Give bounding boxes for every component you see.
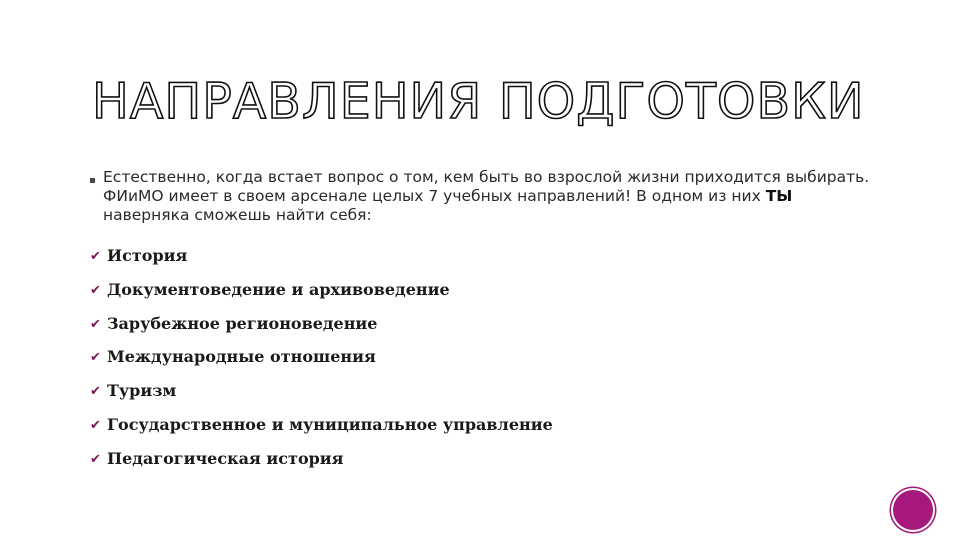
check-icon: ✔ — [90, 282, 101, 298]
intro-text-part1: Естественно, когда встает вопрос о том, кем быть во взрослой жизни приходится выбирать. ФИиМО имеет в своем арсенале целых 7 учебных направлений! В одном из них — [103, 168, 870, 205]
page-number-badge — [893, 490, 933, 530]
list-item — [90, 279, 553, 313]
check-icon: ✔ — [90, 451, 101, 467]
check-icon: ✔ — [90, 417, 101, 433]
slide-title: НАПРАВЛЕНИЯ ПОДГОТОВКИ — [92, 73, 865, 130]
list-item-label: Международные отношения — [107, 347, 376, 367]
list-item — [90, 448, 553, 482]
list-item — [90, 380, 553, 414]
check-icon: ✔ — [90, 249, 101, 264]
check-icon: ✔ — [90, 316, 101, 332]
list-item-label: Туризм — [107, 381, 177, 401]
list-item — [90, 245, 553, 279]
check-icon: ✔ — [90, 350, 101, 366]
list-item — [90, 346, 553, 380]
intro-text — [103, 168, 880, 225]
intro-emphasis: ТЫ — [765, 187, 793, 205]
intro-text-part2: наверняка сможешь найти себя: — [103, 206, 372, 224]
list-item-label: Зарубежное регионоведение — [107, 313, 378, 333]
list-item — [90, 313, 553, 347]
check-icon: ✔ — [90, 384, 101, 400]
square-bullet-icon — [90, 178, 95, 183]
directions-list — [90, 245, 553, 482]
list-item-label: Документоведение и архивоведение — [107, 279, 450, 299]
list-item-label: Государственное и муниципальное управление — [107, 414, 553, 434]
list-item-label: Педагогическая история — [107, 448, 344, 468]
list-item — [90, 414, 553, 448]
intro-paragraph — [90, 168, 880, 225]
list-item-label: История — [107, 246, 188, 265]
